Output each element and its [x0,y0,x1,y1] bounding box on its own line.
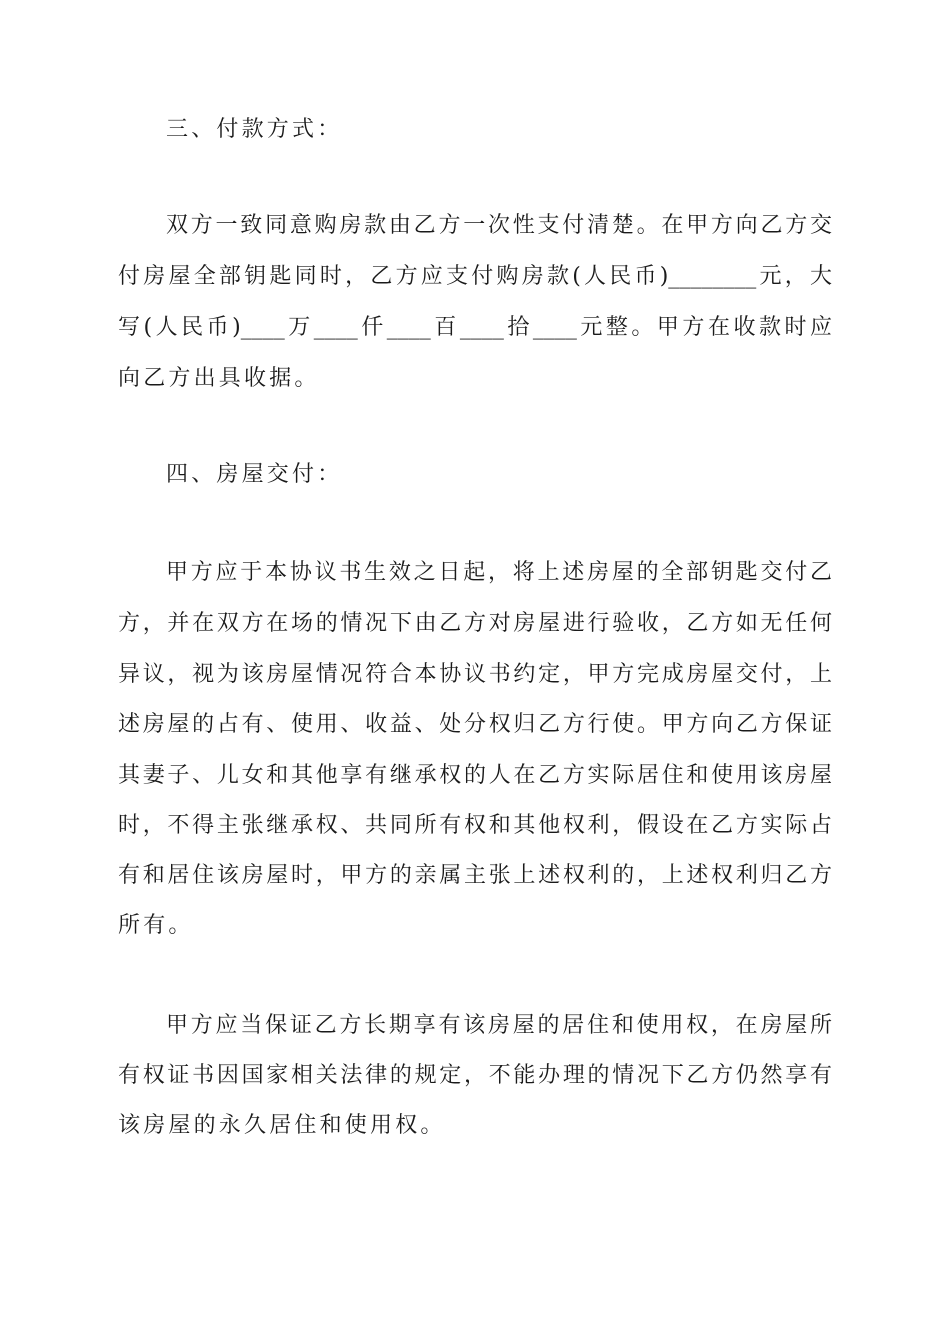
section-3-heading: 三、付款方式： [166,117,343,142]
section-3-line-1: 双方一致同意购房款由乙方一次性支付清楚。在甲方向乙方交 [166,213,832,238]
section-3-line-3: 写(人民币)____万____仟____百____拾____元整。甲方在收款时应 [118,315,832,340]
section-4-p1-line-6: 时，不得主张继承权、共同所有权和其他权利，假设在乙方实际占 [118,813,832,838]
section-4-p2-line-1: 甲方应当保证乙方长期享有该房屋的居住和使用权，在房屋所 [166,1013,832,1038]
section-4-p1-line-4: 述房屋的占有、使用、收益、处分权归乙方行使。甲方向乙方保证 [118,712,832,737]
section-4-p1-line-1: 甲方应于本协议书生效之日起，将上述房屋的全部钥匙交付乙 [166,560,832,585]
section-3-line-4: 向乙方出具收据。 [118,366,320,391]
section-4-p1-line-8: 所有。 [118,913,194,938]
section-3-line-2: 付房屋全部钥匙同时，乙方应支付购房款(人民币)________元，大 [118,264,832,289]
section-4-p2-line-3: 该房屋的永久居住和使用权。 [118,1113,446,1138]
section-4-heading: 四、房屋交付： [166,462,343,487]
section-4-p1-line-3: 异议，视为该房屋情况符合本协议书约定，甲方完成房屋交付，上 [118,662,832,687]
section-4-p1-line-5: 其妻子、儿女和其他享有继承权的人在乙方实际居住和使用该房屋 [118,763,832,788]
section-4-p1-line-7: 有和居住该房屋时，甲方的亲属主张上述权利的，上述权利归乙方 [118,863,832,888]
section-4-p1-line-2: 方，并在双方在场的情况下由乙方对房屋进行验收，乙方如无任何 [118,611,832,636]
section-4-p2-line-2: 有权证书因国家相关法律的规定，不能办理的情况下乙方仍然享有 [118,1063,832,1088]
